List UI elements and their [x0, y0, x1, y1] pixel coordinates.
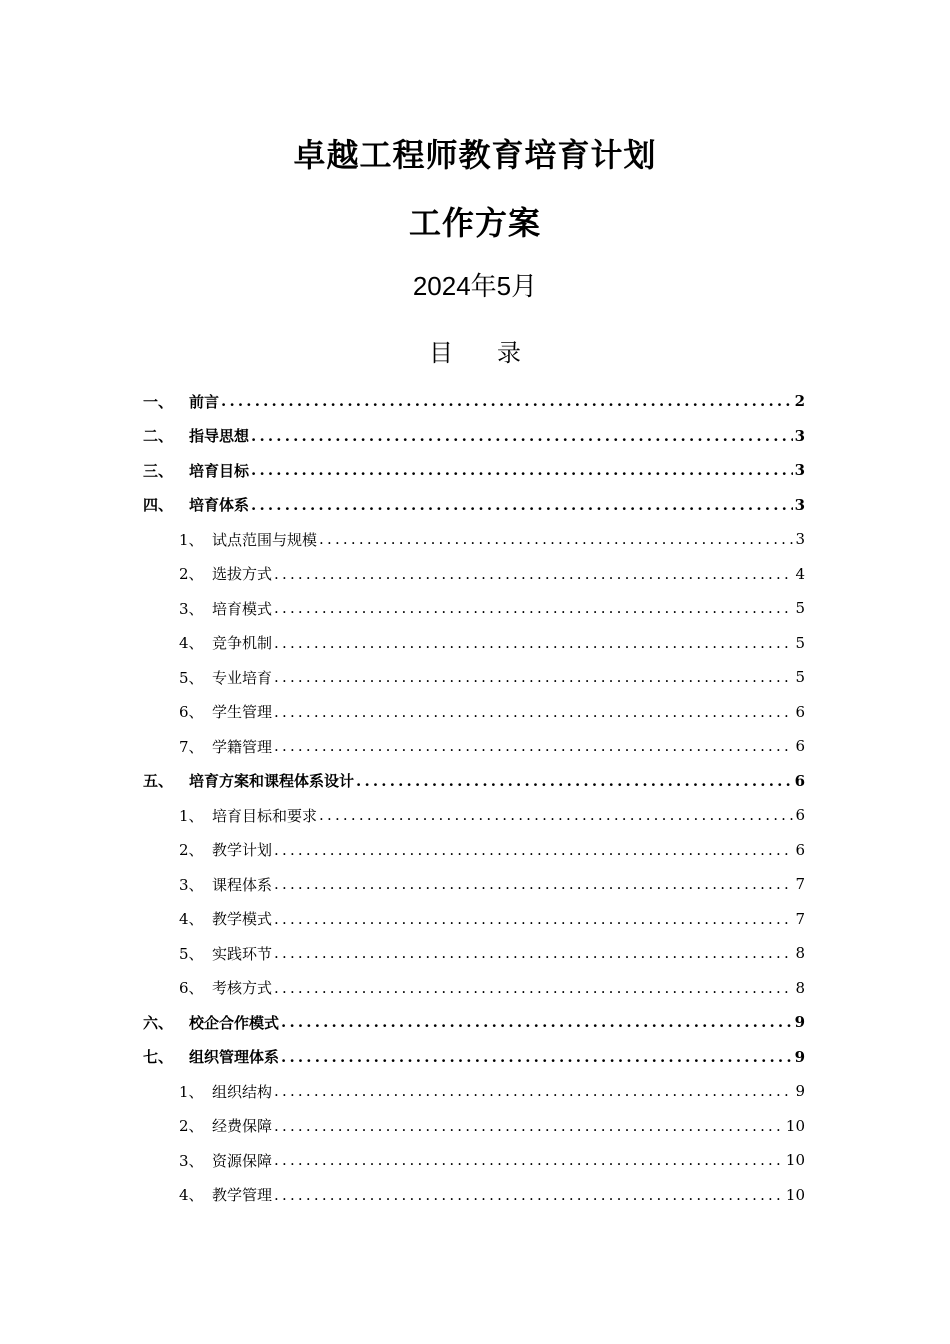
- toc-entry-number: 2、: [179, 565, 204, 584]
- toc-entry-page-number: 2: [794, 392, 805, 411]
- toc-entry-page-number: 10: [785, 1116, 805, 1135]
- toc-entry-title: 选拔方式: [212, 565, 273, 584]
- toc-entry-page-number: 7: [795, 909, 805, 928]
- toc-entry-number: 五、: [143, 772, 174, 791]
- toc-dot-leader: [319, 806, 793, 824]
- toc-entry-page-number: 6: [794, 771, 805, 790]
- toc-heading-char: 目: [429, 339, 453, 367]
- toc-entry-page-number: 9: [794, 1013, 805, 1032]
- toc-entry-page-number: 3: [794, 495, 805, 514]
- toc-entry-title: 课程体系: [212, 875, 273, 894]
- toc-entry-subsection[interactable]: [143, 591, 805, 626]
- toc-entry-number: 1、: [179, 530, 204, 549]
- toc-entry-title: 培育目标和要求: [212, 806, 318, 825]
- toc-entry-page-number: 6: [795, 840, 805, 859]
- toc-entry-subsection[interactable]: [143, 660, 805, 695]
- toc-entry-number: 三、: [143, 461, 174, 480]
- toc-entry-page-number: 6: [795, 737, 805, 756]
- toc-dot-leader: [274, 841, 793, 859]
- toc-entry-section[interactable]: [143, 384, 805, 419]
- toc-entry-subsection[interactable]: [143, 902, 805, 937]
- toc-entry-title: 教学管理: [212, 1186, 273, 1205]
- toc-entry-number: 4、: [179, 634, 204, 653]
- toc-entry-number: 一、: [143, 392, 174, 411]
- toc-entry-number: 6、: [179, 703, 204, 722]
- toc-entry-subsection[interactable]: [143, 1109, 805, 1144]
- toc-entry-number: 7、: [179, 737, 204, 756]
- toc-entry-title: 资源保障: [212, 1151, 273, 1170]
- toc-entry-title: 教学计划: [212, 841, 273, 860]
- toc-dot-leader: [356, 772, 793, 790]
- toc-entry-title: 组织结构: [212, 1082, 273, 1101]
- toc-entry-page-number: 9: [795, 1082, 805, 1101]
- toc-entry-section[interactable]: [143, 453, 805, 488]
- toc-dot-leader: [281, 1013, 793, 1031]
- toc-entry-page-number: 4: [795, 564, 805, 583]
- toc-entry-number: 六、: [143, 1013, 174, 1032]
- toc-entry-subsection[interactable]: [143, 695, 805, 730]
- toc-entry-title: 组织管理体系: [189, 1048, 280, 1067]
- toc-entry-subsection[interactable]: [143, 1074, 805, 1109]
- toc-entry-page-number: 3: [794, 426, 805, 445]
- toc-entry-subsection[interactable]: [143, 729, 805, 764]
- document-date: 2024年5月: [412, 271, 538, 301]
- toc-entry-number: 3、: [179, 599, 204, 618]
- toc-entry-title: 前言: [189, 392, 220, 411]
- toc-dot-leader: [274, 668, 793, 686]
- toc-entry-page-number: 5: [795, 633, 805, 652]
- toc-entry-section[interactable]: [143, 1005, 805, 1040]
- toc-dot-leader: [274, 634, 793, 652]
- toc-entry-title: 专业培育: [212, 668, 273, 687]
- toc-entry-page-number: 6: [795, 806, 805, 825]
- toc-dot-leader: [274, 1186, 784, 1204]
- toc-entry-title: 培育体系: [189, 496, 250, 515]
- toc-entry-subsection[interactable]: [143, 798, 805, 833]
- toc-entry-section[interactable]: [143, 419, 805, 454]
- toc-entry-title: 学生管理: [212, 703, 273, 722]
- toc-entry-number: 3、: [179, 1151, 204, 1170]
- toc-entry-number: 2、: [179, 1117, 204, 1136]
- toc-entry-subsection[interactable]: [143, 971, 805, 1006]
- toc-entry-page-number: 7: [795, 875, 805, 894]
- toc-dot-leader: [251, 461, 793, 479]
- toc-dot-leader: [274, 979, 793, 997]
- toc-entry-page-number: 5: [795, 599, 805, 618]
- toc-dot-leader: [274, 1082, 793, 1100]
- toc-entry-subsection[interactable]: [143, 1178, 805, 1213]
- toc-entry-page-number: 9: [794, 1047, 805, 1066]
- toc-entry-subsection[interactable]: [143, 936, 805, 971]
- toc-dot-leader: [274, 1151, 784, 1169]
- document-title: 卓越工程师教育培育计划: [293, 136, 657, 174]
- toc-dot-leader: [274, 875, 793, 893]
- toc-entry-number: 4、: [179, 910, 204, 929]
- toc-entry-number: 3、: [179, 875, 204, 894]
- toc-heading: [0, 333, 950, 368]
- toc-entry-section[interactable]: [143, 1040, 805, 1075]
- toc-entry-title: 校企合作模式: [189, 1013, 280, 1032]
- toc-entry-title: 学籍管理: [212, 737, 273, 756]
- toc-dot-leader: [274, 737, 793, 755]
- toc-dot-leader: [274, 910, 793, 928]
- toc-entry-page-number: 8: [795, 944, 805, 963]
- toc-dot-leader: [274, 944, 793, 962]
- toc-entry-section[interactable]: [143, 488, 805, 523]
- toc-entry-page-number: 10: [785, 1185, 805, 1204]
- toc-dot-leader: [281, 1048, 793, 1066]
- toc-entry-title: 试点范围与规模: [212, 530, 318, 549]
- toc-entry-title: 考核方式: [212, 979, 273, 998]
- toc-entry-number: 1、: [179, 806, 204, 825]
- toc-entry-subsection[interactable]: [143, 833, 805, 868]
- toc-entry-title: 实践环节: [212, 944, 273, 963]
- toc-entry-page-number: 10: [785, 1151, 805, 1170]
- document-subtitle: 工作方案: [408, 204, 541, 242]
- toc-dot-leader: [251, 496, 793, 514]
- toc-dot-leader: [221, 392, 793, 410]
- toc-dot-leader: [319, 530, 793, 548]
- toc-entry-page-number: 5: [795, 668, 805, 687]
- toc-entry-title: 经费保障: [212, 1117, 273, 1136]
- toc-dot-leader: [274, 1117, 784, 1135]
- toc-entry-title: 竞争机制: [212, 634, 273, 653]
- toc-entry-subsection[interactable]: [143, 522, 805, 557]
- toc-entry-number: 5、: [179, 668, 204, 687]
- toc-entry-number: 6、: [179, 979, 204, 998]
- toc-entry-number: 七、: [143, 1048, 174, 1067]
- toc-entry-title: 指导思想: [189, 427, 250, 446]
- toc-entry-section[interactable]: [143, 764, 805, 799]
- table-of-contents: [143, 384, 805, 1212]
- toc-entry-number: 1、: [179, 1082, 204, 1101]
- toc-dot-leader: [274, 599, 793, 617]
- toc-dot-leader: [274, 565, 793, 583]
- toc-dot-leader: [251, 427, 793, 445]
- toc-entry-subsection[interactable]: [143, 626, 805, 661]
- toc-entry-page-number: 3: [794, 461, 805, 480]
- toc-entry-page-number: 6: [795, 702, 805, 721]
- toc-entry-page-number: 8: [795, 978, 805, 997]
- toc-dot-leader: [274, 703, 793, 721]
- toc-entry-number: 四、: [143, 496, 174, 515]
- toc-entry-subsection[interactable]: [143, 867, 805, 902]
- toc-entry-title: 培育方案和课程体系设计: [189, 772, 355, 791]
- toc-heading-char: 录: [497, 339, 521, 367]
- toc-entry-title: 培育模式: [212, 599, 273, 618]
- toc-entry-number: 5、: [179, 944, 204, 963]
- toc-entry-page-number: 3: [795, 530, 805, 549]
- toc-entry-number: 4、: [179, 1186, 204, 1205]
- toc-entry-title: 培育目标: [189, 461, 250, 480]
- toc-entry-subsection[interactable]: [143, 1143, 805, 1178]
- toc-entry-subsection[interactable]: [143, 557, 805, 592]
- toc-entry-title: 教学模式: [212, 910, 273, 929]
- toc-entry-number: 二、: [143, 427, 174, 446]
- toc-entry-number: 2、: [179, 841, 204, 860]
